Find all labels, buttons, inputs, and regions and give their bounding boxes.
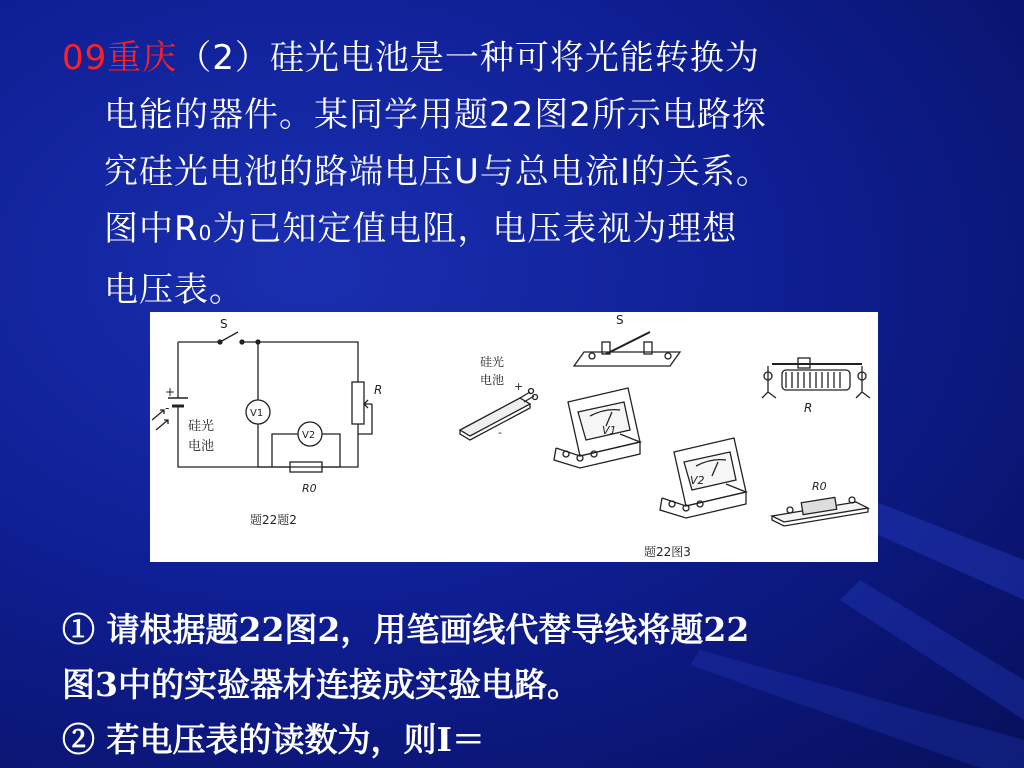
knife-switch (574, 313, 680, 366)
circuit-battery-label-1: 硅光 (188, 419, 215, 434)
problem-text (62, 30, 962, 319)
experiment-figure (150, 312, 878, 562)
r0-subscript: 0 (198, 221, 213, 245)
circuit-battery-minus: - (165, 401, 170, 415)
problem-line-3: 究硅光电池的路端电压U与总电流I的关系。 (104, 152, 771, 192)
apparatus-cell-plus: + (514, 380, 524, 393)
apparatus-meter-v2: V2 (690, 474, 705, 487)
apparatus-rheostat-label: R (804, 401, 813, 415)
source-tag: 09重庆 (62, 38, 178, 78)
circuit-rheostat-label: R (374, 383, 383, 397)
question-line-1: ① 请根据题22图2，用笔画线代替导线将题22 (62, 610, 750, 649)
voltmeter-1 (554, 388, 640, 468)
fixed-resistor (772, 480, 868, 526)
apparatus-caption: 题22图3 (644, 545, 691, 559)
question-line-2: 图3中的实验器材连接成实验电路。 (62, 665, 580, 704)
apparatus-resistor-label: R0 (812, 480, 827, 493)
problem-line-2: 电能的器件。某同学用题22图2所示电路探 (104, 95, 767, 135)
circuit-resistor-label: R0 (302, 482, 317, 495)
circuit-battery-plus: + (165, 385, 176, 399)
apparatus-cell-minus: - (498, 426, 502, 439)
questions (62, 602, 1002, 767)
silicon-cell (460, 354, 538, 440)
circuit-diagram (152, 317, 382, 527)
apparatus-cell-label-1: 硅光 (480, 355, 505, 369)
question-line-3: ② 若电压表的读数为，则I＝ (62, 720, 485, 759)
circuit-meter-v2: V2 (302, 430, 316, 441)
circuit-battery-label-2: 电池 (188, 439, 215, 454)
rheostat (762, 358, 870, 415)
apparatus-cell-label-2: 电池 (480, 373, 505, 387)
problem-line-4: 图中R0为已知定值电阻，电压表视为理想 (104, 209, 738, 249)
voltmeter-2 (660, 438, 746, 518)
circuit-caption: 题22题2 (250, 513, 297, 527)
apparatus-switch-label: S (616, 313, 624, 327)
apparatus-diagram (460, 313, 870, 559)
problem-line-1: 09重庆（2）硅光电池是一种可将光能转换为 (62, 38, 760, 78)
apparatus-meter-v1: V1 (602, 424, 617, 437)
circuit-meter-v1: V1 (250, 408, 264, 419)
circuit-switch-label: S (220, 317, 228, 331)
problem-line-5: 电压表。 (104, 270, 244, 310)
